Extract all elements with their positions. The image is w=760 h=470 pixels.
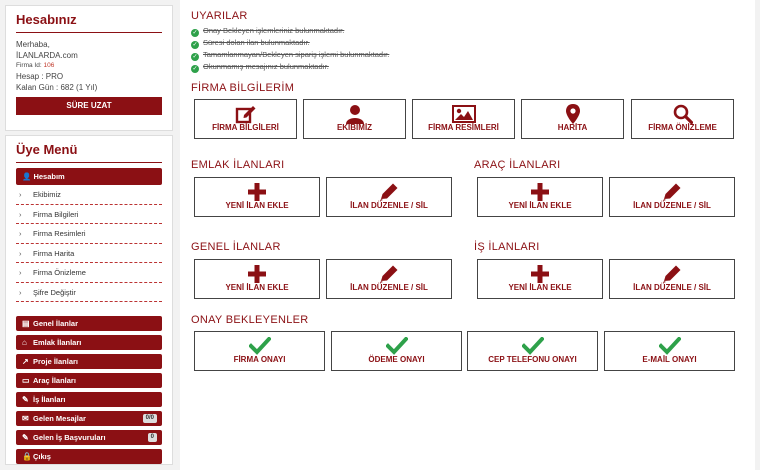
firm-id-label: Firma Id:: [16, 62, 42, 69]
pencil-icon: [610, 182, 734, 202]
warning-text: Onay Bekleyen işlemleriniz bulunmaktadır.: [203, 26, 345, 35]
approval-tile[interactable]: [467, 331, 598, 371]
emlak-title: EMLAK İLANLARI: [191, 159, 285, 171]
plus-icon: [478, 264, 602, 284]
sidebar-item-label: Firma Harita: [33, 248, 75, 258]
tile-label: İLAN DÜZENLE / SİL: [633, 201, 711, 210]
tile-label: EKİBİMİZ: [336, 123, 373, 132]
car-icon: ▭: [22, 376, 30, 385]
approval-tile[interactable]: [331, 331, 462, 371]
check-icon: [605, 336, 734, 356]
tile-label: FİRMA ÖNİZLEME: [648, 123, 717, 132]
plus-icon: [195, 182, 319, 202]
is-title: İŞ İLANLARI: [474, 241, 540, 253]
tile-label: İLAN DÜZENLE / SİL: [350, 201, 428, 210]
firm-tile[interactable]: [521, 99, 624, 139]
tile-label: HARİTA: [557, 123, 588, 132]
message-icon: ✉: [22, 414, 29, 423]
warnings-title: UYARILAR: [191, 10, 248, 22]
sidebar-item-label: Ekibimiz: [33, 190, 61, 199]
emlak-add-button[interactable]: [194, 177, 320, 217]
sidebar-item-label: Firma Bilgileri: [33, 209, 79, 219]
extend-button[interactable]: SÜRE UZAT: [16, 97, 162, 115]
sidebar-item[interactable]: [16, 224, 162, 244]
menu-category-item[interactable]: [16, 335, 162, 350]
home-icon: ⌂: [22, 338, 27, 347]
tile-label: YENİ İLAN EKLE: [508, 201, 572, 210]
genel-add-button[interactable]: [194, 259, 320, 299]
approval-tile[interactable]: [604, 331, 735, 371]
tile-label: İLAN DÜZENLE / SİL: [350, 283, 428, 292]
warning-item[interactable]: [191, 61, 329, 72]
edit-icon: [195, 104, 296, 124]
plus-icon: [195, 264, 319, 284]
menu-account-header[interactable]: [16, 168, 162, 185]
check-circle-icon: ✓: [192, 30, 198, 36]
tile-label: E-MAİL ONAYI: [642, 355, 697, 364]
firm-id: [16, 61, 162, 71]
firm-id-value: 106: [43, 62, 55, 69]
menu-category-item[interactable]: [16, 430, 162, 445]
warning-text: Süresi dolan ilan bulunmaktadır.: [203, 38, 310, 47]
check-circle-icon: ✓: [192, 42, 198, 48]
menu-title: Üye Menü: [16, 142, 162, 163]
firm-tile[interactable]: [303, 99, 406, 139]
count-badge: 0: [148, 433, 157, 442]
map-marker-icon: [522, 104, 623, 124]
tile-label: FİRMA RESİMLERİ: [428, 123, 499, 132]
tile-label: CEP TELEFONU ONAYI: [488, 355, 577, 364]
count-badge: 0/0: [143, 414, 157, 423]
sidebar-item[interactable]: [16, 283, 162, 303]
menu-category-item[interactable]: [16, 392, 162, 407]
warning-item[interactable]: [191, 37, 310, 48]
tile-label: YENİ İLAN EKLE: [508, 283, 572, 292]
chevron-right-icon: ›: [19, 229, 22, 238]
menu-category-item[interactable]: [16, 449, 162, 464]
menu-category-item[interactable]: [16, 354, 162, 369]
approvals-title: ONAY BEKLEYENLER: [191, 314, 309, 326]
chart-icon: ↗: [22, 357, 29, 366]
arac-edit-button[interactable]: [609, 177, 735, 217]
sidebar-item-label: Şifre Değiştir: [33, 287, 76, 297]
firm-tile[interactable]: [194, 99, 297, 139]
emlak-edit-button[interactable]: [326, 177, 452, 217]
approval-tile[interactable]: [194, 331, 325, 371]
check-icon: [468, 336, 597, 356]
warning-text: Tamamlanmayan/Bekleyen sipariş işlemi bulunmaktadır.: [203, 50, 390, 59]
arac-title: ARAÇ İLANLARI: [474, 159, 561, 171]
account-title: Hesabınız: [16, 12, 162, 33]
tile-label: ÖDEME ONAYI: [368, 355, 425, 364]
list-icon: ▤: [22, 319, 30, 328]
tile-label: YENİ İLAN EKLE: [225, 283, 289, 292]
image-icon: [413, 104, 514, 124]
chevron-right-icon: ›: [19, 268, 22, 277]
menu-category-item[interactable]: [16, 411, 162, 426]
menu-category-item[interactable]: [16, 316, 162, 331]
user-icon: 👤: [22, 172, 32, 181]
menu-category-label: Gelen İş Başvuruları: [33, 433, 106, 442]
menu-category-label: Proje İlanları: [33, 357, 79, 366]
menu-category-label: Gelen Mesajlar: [33, 414, 86, 423]
graduation-icon: ✎: [22, 433, 29, 442]
graduation-icon: ✎: [22, 395, 29, 404]
is-add-button[interactable]: [477, 259, 603, 299]
genel-title: GENEL İLANLAR: [191, 241, 281, 253]
menu-category-label: Genel İlanlar: [33, 319, 79, 328]
chevron-right-icon: ›: [19, 287, 22, 297]
firm-tile[interactable]: [631, 99, 734, 139]
check-circle-icon: ✓: [192, 66, 198, 72]
tile-label: FİRMA BİLGİLERİ: [212, 123, 279, 132]
menu-category-label: Emlak İlanları: [33, 338, 82, 347]
check-icon: [332, 336, 461, 356]
pencil-icon: [327, 264, 451, 284]
menu-category-label: İş İlanları: [33, 395, 66, 404]
is-edit-button[interactable]: [609, 259, 735, 299]
warning-item[interactable]: [191, 25, 344, 36]
tile-label: YENİ İLAN EKLE: [225, 201, 289, 210]
lock-icon: 🔒: [22, 452, 32, 461]
menu-category-item[interactable]: [16, 373, 162, 388]
package-text: Hesap : PRO: [16, 72, 64, 81]
sidebar-item[interactable]: [16, 185, 162, 205]
main-content: [180, 0, 755, 470]
warning-item[interactable]: [191, 49, 389, 60]
warning-text: Okunmamış mesajınız bulunmaktadır.: [203, 62, 329, 71]
site-name: İLANLARDA.com: [16, 51, 78, 60]
genel-edit-button[interactable]: [326, 259, 452, 299]
tile-label: FİRMA ONAYI: [233, 355, 286, 364]
firm-tile[interactable]: [412, 99, 515, 139]
chevron-right-icon: ›: [19, 190, 22, 199]
menu-account-label: Hesabım: [33, 172, 65, 181]
arac-add-button[interactable]: [477, 177, 603, 217]
sidebar-item[interactable]: [16, 263, 162, 283]
greeting-text: Merhaba,: [16, 40, 50, 49]
sidebar-item[interactable]: [16, 244, 162, 264]
check-circle-icon: ✓: [192, 54, 198, 60]
sidebar-item[interactable]: [16, 205, 162, 225]
pencil-icon: [610, 264, 734, 284]
firm-info-title: FİRMA BİLGİLERİM: [191, 82, 295, 94]
chevron-right-icon: ›: [19, 209, 22, 219]
user-icon: [304, 104, 405, 124]
search-icon: [632, 104, 733, 124]
menu-category-label: Çıkış: [33, 452, 51, 461]
check-icon: [195, 336, 324, 356]
account-panel: [5, 5, 173, 131]
sidebar-item-label: Firma Önizleme: [33, 268, 86, 277]
pencil-icon: [327, 182, 451, 202]
plus-icon: [478, 182, 602, 202]
tile-label: İLAN DÜZENLE / SİL: [633, 283, 711, 292]
remaining-days-text: Kalan Gün : 682 (1 Yıl): [16, 83, 98, 92]
menu-category-label: Araç İlanları: [33, 376, 76, 385]
chevron-right-icon: ›: [19, 248, 22, 258]
sidebar-item-label: Firma Resimleri: [33, 229, 86, 238]
member-menu-panel: [5, 135, 173, 465]
